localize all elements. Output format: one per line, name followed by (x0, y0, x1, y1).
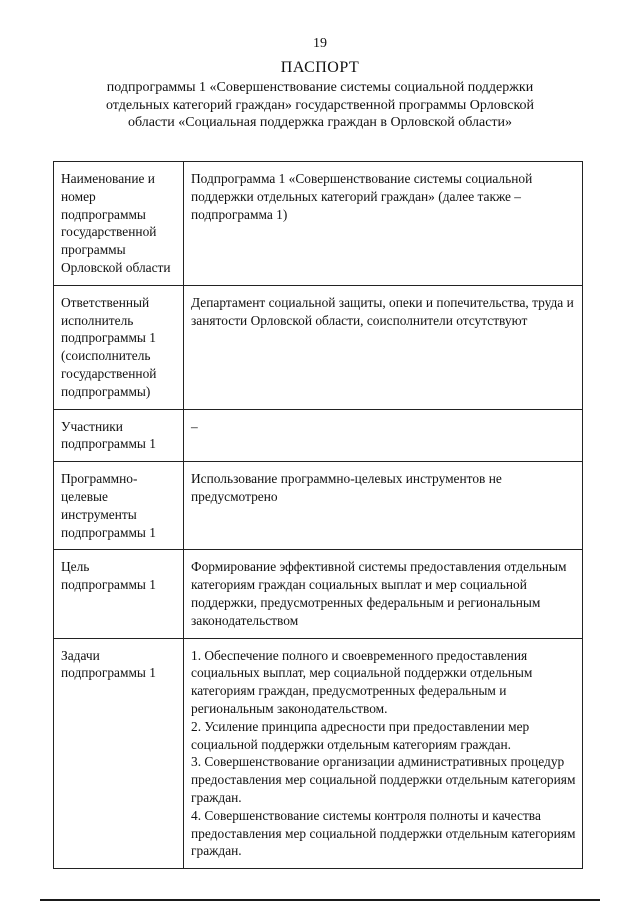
row-value-instruments: Использование программно-целевых инструментов не предусмотрено (184, 462, 583, 550)
row-label-goal: Цель подпрограммы 1 (54, 550, 184, 638)
table-row (54, 550, 583, 638)
row-label-participants: Участники подпрограммы 1 (54, 409, 184, 462)
row-value-executor: Департамент социальной защиты, опеки и попечительства, труда и занятости Орловской области, соисполнители отсутствуют (184, 285, 583, 409)
row-label-executor: Ответственный исполнитель подпрограммы 1 (соисполнитель государственной подпрограммы) (54, 285, 184, 409)
table-row (54, 162, 583, 286)
document-title: ПАСПОРТ (280, 59, 360, 76)
row-value-name: Подпрограмма 1 «Совершенствование системы социальной поддержки отдельных категорий граждан» (далее также – подпрограмма 1) (184, 162, 583, 286)
page-number: 19 (313, 36, 327, 51)
row-value-goal: Формирование эффективной системы предоставления отдельным категориям граждан социальных выплат и мер социальной поддержки, предусмотренных федеральным и региональным законодательством (184, 550, 583, 638)
row-label-instruments: Программно-целевые инструменты подпрограммы 1 (54, 462, 184, 550)
table-row (54, 409, 583, 462)
table-row (54, 462, 583, 550)
row-value-tasks (184, 638, 583, 869)
document-subtitle: подпрограммы 1 «Совершенствование системы социальной поддержки отдельных категорий граждан» государственной программы Орловской области «Социальная поддержка граждан в Орловской области» (105, 80, 535, 130)
task-item-1: 1. Обеспечение полного и своевременного предоставления социальных выплат, мер социальной поддержки отдельным категориям граждан, предусмотренных федеральным и региональным законодательством. (191, 647, 533, 716)
row-label-tasks: Задачи подпрограммы 1 (54, 638, 184, 869)
task-item-4: 4. Совершенствование системы контроля полноты и качества предоставления мер социальной поддержки отдельным категориям граждан. (191, 807, 576, 859)
task-item-2: 2. Усиление принципа адресности при предоставлении мер социальной поддержки отдельным категориям граждан. (191, 718, 530, 752)
bottom-rule (40, 899, 600, 901)
table-row (54, 285, 583, 409)
passport-table (53, 161, 583, 869)
table-row (54, 638, 583, 869)
row-label-name: Наименование и номер подпрограммы государственной программы Орловской области (54, 162, 184, 286)
task-item-3: 3. Совершенствование организации административных процедур предоставления мер социальной поддержки отдельным категориям граждан. (191, 754, 576, 805)
row-value-participants: – (184, 409, 583, 462)
